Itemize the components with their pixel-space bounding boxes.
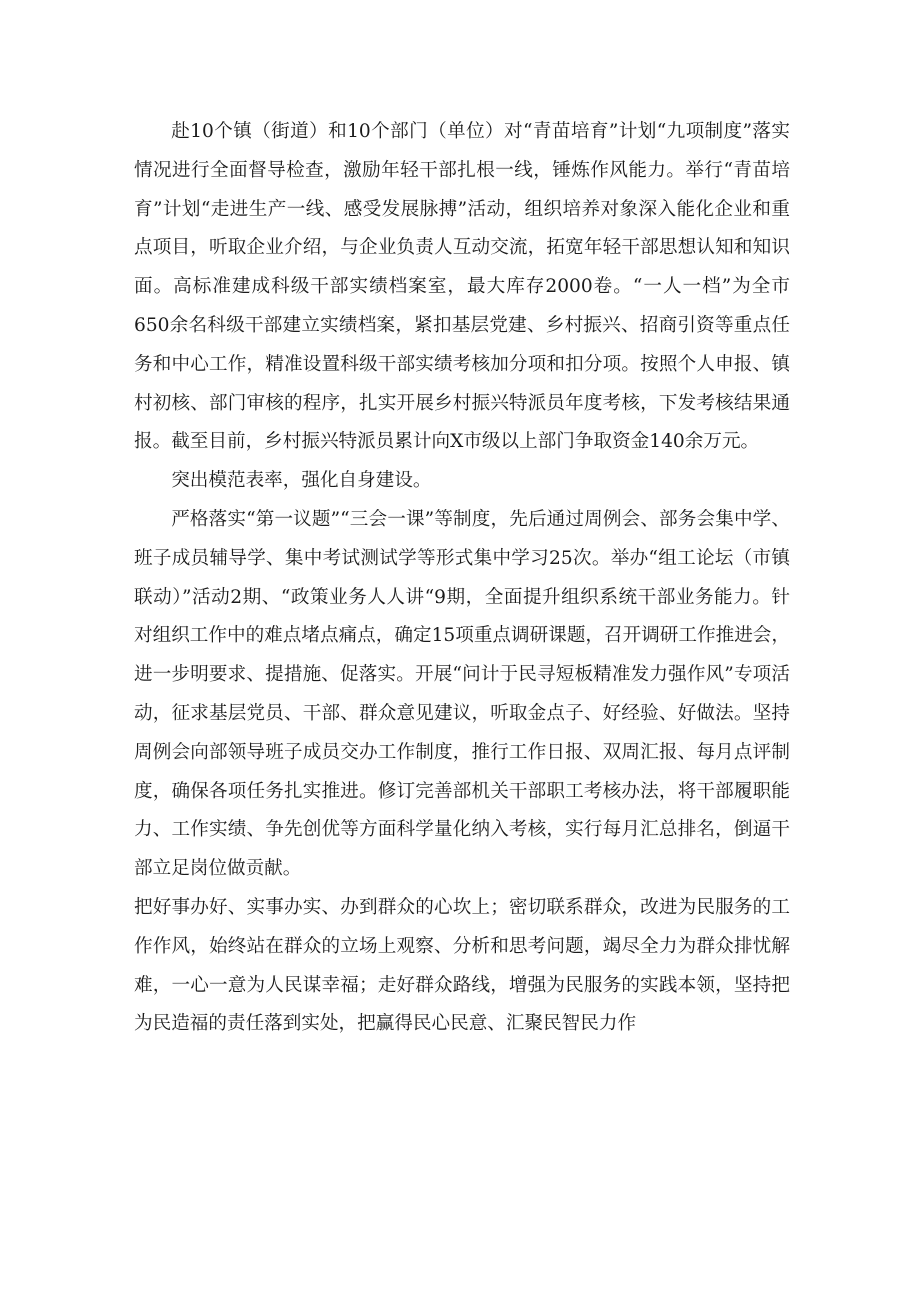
paragraph-serve-people: 把好事办好、实事办实、办到群众的心坎上；密切联系群众，改进为民服务的工作作风，始终站在群众的立场上观察、分析和思考问题，竭尽全力为群众排忧解难，一心一意为人民谋幸福；走好群众路线，增强为民服务的实践本领，坚持把为民造福的责任落到实处，把赢得民心民意、汇聚民智民力作 — [134, 896, 790, 1035]
paragraph-study-system: 严格落实“第一议题”“三会一课”等制度，先后通过周例会、部务会集中学、班子成员辅导学、集中考试测试学等形式集中学习25次。举办“组工论坛（市镇联动）”活动2期、“政策业务人人讲“9期，全面提升组织系统干部业务能力。针对组织工作中的难点堵点痛点，确定15项重点调研课题，召开调研工作推进会，进一步明要求、提措施、促落实。开展“问计于民寻短板精准发力强作风”专项活动，征求基层党员、干部、群众意见建议，听取金点子、好经验、好做法。坚持周例会向部领导班子成员交办工作制度，推行工作日报、双周汇报、每月点评制度，确保各项任务扎实推进。修订完善部机关干部职工考核办法，将干部履职能力、工作实绩、争先创优等方面科学量化纳入考核，实行每月汇总排名，倒逼干部立足岗位做贡献。 — [134, 508, 790, 880]
paragraph-youth-training: 赴10个镇（街道）和10个部门（单位）对“青苗培育”计划“九项制度”落实情况进行全面督导检查，激励年轻干部扎根一线，锤炼作风能力。举行“青苗培育”计划“走进生产一线、感受发展脉搏”活动，组织培养对象深入能化企业和重点项目，听取企业介绍，与企业负责人互动交流，拓宽年轻干部思想认知和知识面。高标准建成科级干部实绩档案室，最大库存2000卷。“一人一档”为全市650余名科级干部建立实绩档案，紧扣基层党建、乡村振兴、招商引资等重点任务和中心工作，精准设置科级干部实绩考核加分项和扣分项。按照个人申报、镇村初核、部门审核的程序，扎实开展乡村振兴特派员年度考核，下发考核结果通报。截至目前，乡村振兴特派员累计向X市级以上部门争取资金140余万元。 — [134, 121, 790, 453]
document-body — [134, 113, 790, 1044]
paragraph-heading-self-building: 突出模范表率，强化自身建设。 — [171, 470, 432, 492]
